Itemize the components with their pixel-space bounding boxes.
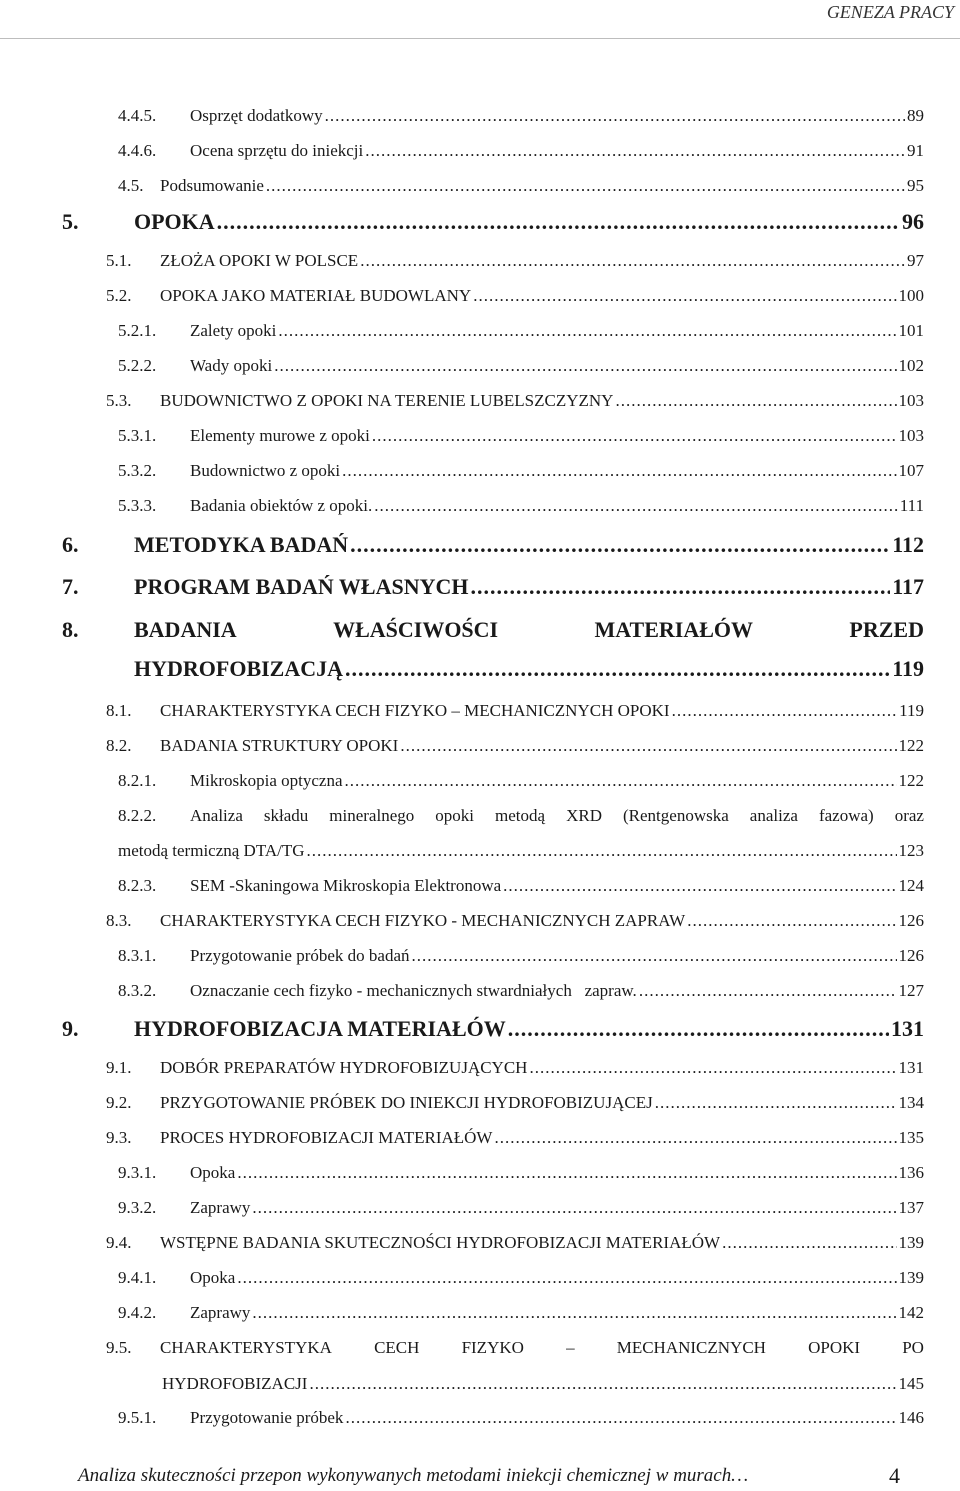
toc-leader-dots	[471, 572, 891, 602]
header-divider	[0, 38, 960, 39]
toc-leader-dots	[278, 319, 896, 343]
toc-entry-number: 5.3.2.	[118, 461, 157, 480]
toc-entry-chapter[interactable]	[0, 1014, 924, 1044]
toc-entry-chapter-cont[interactable]	[0, 654, 924, 684]
toc-entry-title: Zaprawy	[190, 1303, 251, 1322]
toc-entry-title: WSTĘPNE BADANIA SKUTECZNOŚCI HYDROFOBIZACJI MATERIAŁÓW	[160, 1233, 721, 1252]
toc-entry-number: 7.	[62, 574, 79, 599]
toc-title-word: XRD	[566, 806, 602, 825]
toc-entry-page: 142	[898, 1303, 924, 1322]
toc-entry[interactable]	[0, 769, 924, 793]
toc-entry-title: Badania obiektów z opoki.	[190, 496, 373, 515]
toc-entry-page: 122	[898, 771, 924, 790]
toc-title-word: Analiza	[190, 806, 243, 825]
toc-leader-dots	[400, 734, 896, 758]
toc-entry[interactable]	[0, 1056, 924, 1080]
toc-entry-page: 131	[891, 1016, 924, 1041]
toc-title-word: OPOKI	[808, 1338, 861, 1357]
toc-entry-number: 5.3.1.	[118, 426, 157, 445]
toc-title-word: fazowa)	[818, 806, 874, 825]
toc-entry-number: 5.	[62, 209, 79, 234]
toc-leader-dots	[639, 979, 897, 1003]
toc-entry-page: 117	[892, 574, 924, 599]
toc-entry[interactable]	[0, 1231, 924, 1255]
toc-entry-page: 146	[898, 1408, 924, 1427]
toc-entry-title: METODYKA BADAŃ	[134, 532, 349, 557]
page-number: 4	[889, 1463, 900, 1488]
toc-entry-title: Mikroskopia optyczna	[190, 771, 343, 790]
toc-entry-number: 5.2.2.	[118, 356, 157, 375]
toc-entry-title: Oznaczanie cech fizyko - mechanicznych stwardniałych zapraw.	[190, 981, 637, 1000]
toc-entry-page: 111	[899, 496, 924, 515]
toc-entry[interactable]	[0, 459, 924, 483]
toc-entry-title: HYDROFOBIZACJĄ	[134, 656, 344, 681]
toc-leader-dots	[494, 1126, 896, 1150]
toc-entry[interactable]	[0, 174, 924, 198]
toc-leader-dots	[309, 1372, 896, 1396]
toc-entry-title: Przygotowanie próbek do badań	[190, 946, 410, 965]
toc-entry-page: 103	[898, 391, 924, 410]
toc-entry-title: PRZYGOTOWANIE PRÓBEK DO INIEKCJI HYDROFOBIZUJĄCEJ	[160, 1093, 653, 1112]
toc-entry-number: 9.5.1.	[118, 1408, 157, 1427]
toc-entry-page: 89	[907, 106, 924, 125]
toc-entry-page: 145	[898, 1374, 924, 1393]
toc-entry[interactable]	[0, 319, 924, 343]
toc-entry-title: Osprzęt dodatkowy	[190, 106, 323, 125]
toc-title-word: CHARAKTERYSTYKA	[160, 1338, 332, 1357]
toc-entry-page: 97	[907, 251, 924, 270]
toc-entry-number: 6.	[62, 532, 79, 557]
toc-leader-dots	[365, 139, 905, 163]
toc-entry-title: Ocena sprzętu do iniekcji	[190, 141, 364, 160]
toc-entry-number: 5.3.	[106, 391, 132, 410]
toc-entry-title: PROCES HYDROFOBIZACJI MATERIAŁÓW	[160, 1128, 493, 1147]
toc-entry[interactable]	[0, 979, 924, 1003]
toc-entry-page: 122	[898, 736, 924, 755]
toc-entry-title: SEM -Skaningowa Mikroskopia Elektronowa	[190, 876, 502, 895]
toc-entry-page: 123	[898, 841, 924, 860]
toc-entry-number: 5.3.3.	[118, 496, 157, 515]
toc-entry-title: HYDROFOBIZACJI	[162, 1374, 308, 1393]
toc-entry-number: 5.2.1.	[118, 321, 157, 340]
toc-title-word: –	[566, 1338, 575, 1357]
toc-entry-number: 8.2.2.	[118, 806, 157, 825]
toc-entry-number: 9.1.	[106, 1058, 132, 1077]
toc-entry-title: Budownictwo z opoki	[190, 461, 341, 480]
toc-entry[interactable]	[0, 1406, 924, 1430]
toc-entry-number: 9.	[62, 1016, 79, 1041]
running-header: GENEZA PRACY	[826, 2, 954, 22]
toc-leader-dots	[473, 284, 896, 308]
toc-entry-title-justified[interactable]	[134, 615, 924, 645]
toc-entry-number: 4.4.6.	[118, 141, 157, 160]
toc-entry-page: 131	[898, 1058, 924, 1077]
toc-title-word: opoki	[435, 806, 474, 825]
toc-entry-title: Podsumowanie	[160, 176, 264, 195]
toc-entry-page: 126	[898, 911, 924, 930]
toc-entry[interactable]	[0, 1301, 924, 1325]
toc-entry-title: OPOKA	[134, 209, 215, 234]
toc-entry[interactable]	[0, 909, 924, 933]
toc-entry-title: Zalety opoki	[190, 321, 277, 340]
toc-entry-title: Elementy murowe z opoki	[190, 426, 370, 445]
toc-title-word: FIZYKO	[461, 1338, 524, 1357]
toc-leader-dots	[345, 1406, 896, 1430]
toc-entry-number: 8.2.1.	[118, 771, 157, 790]
toc-entry-page: 124	[898, 876, 924, 895]
toc-leader-dots	[529, 1056, 896, 1080]
toc-entry-title-justified[interactable]	[160, 1336, 924, 1360]
toc-entry-cont[interactable]	[0, 839, 924, 863]
toc-entry-number: 5.1.	[106, 251, 132, 270]
toc-entry[interactable]	[0, 104, 924, 128]
toc-entry-number: 8.3.1.	[118, 946, 157, 965]
toc-entry-page: 119	[899, 701, 924, 720]
toc-entry-page: 139	[898, 1233, 924, 1252]
toc-entry-number: 9.4.2.	[118, 1303, 157, 1322]
toc-leader-dots	[722, 1231, 896, 1255]
toc-entry-number: 8.1.	[106, 701, 132, 720]
toc-title-word: (Rentgenowska	[623, 806, 729, 825]
toc-entry-page: 100	[898, 286, 924, 305]
toc-entry-page: 139	[898, 1268, 924, 1287]
toc-leader-dots	[237, 1266, 896, 1290]
toc-title-word: WŁAŚCIWOŚCI	[333, 617, 499, 642]
toc-entry-page: 126	[898, 946, 924, 965]
toc-leader-dots	[687, 909, 896, 933]
footer-title: Analiza skuteczności przepon wykonywanych metodami iniekcji chemicznej w murach…	[78, 1465, 749, 1486]
toc-leader-dots	[307, 839, 897, 863]
toc-leader-dots	[350, 530, 890, 560]
toc-entry[interactable]	[0, 944, 924, 968]
toc-leader-dots	[672, 699, 898, 723]
toc-entry-page: 127	[898, 981, 924, 1000]
toc-entry-page: 103	[898, 426, 924, 445]
toc-entry-number: 5.2.	[106, 286, 132, 305]
toc-entry-page: 101	[898, 321, 924, 340]
toc-leader-dots	[217, 207, 900, 237]
toc-entry[interactable]	[0, 249, 924, 273]
toc-leader-dots	[503, 874, 896, 898]
toc-entry-title: Opoka	[190, 1163, 236, 1182]
toc-leader-dots	[372, 424, 897, 448]
toc-leader-dots	[342, 459, 896, 483]
toc-leader-dots	[655, 1091, 897, 1115]
toc-leader-dots	[274, 354, 896, 378]
toc-entry-page: 91	[907, 141, 924, 160]
toc-entry-page: 102	[898, 356, 924, 375]
toc-title-word: metodą	[495, 806, 546, 825]
toc-entry-title: Zaprawy	[190, 1198, 251, 1217]
toc-leader-dots	[252, 1196, 896, 1220]
toc-title-word: mineralnego	[329, 806, 415, 825]
toc-entry-title: ZŁOŻA OPOKI W POLSCE	[160, 251, 359, 270]
toc-entry[interactable]	[0, 1161, 924, 1185]
toc-entry[interactable]	[0, 874, 924, 898]
toc-entry-page: 119	[892, 656, 924, 681]
toc-leader-dots	[508, 1014, 889, 1044]
toc-title-word: MATERIAŁÓW	[594, 617, 754, 642]
toc-entry-title-justified[interactable]	[190, 804, 924, 828]
toc-entry-number: 8.2.3.	[118, 876, 157, 895]
toc-entry-number: 4.4.5.	[118, 106, 157, 125]
toc-entry[interactable]	[0, 424, 924, 448]
toc-entry[interactable]	[0, 139, 924, 163]
toc-entry-page: 135	[898, 1128, 924, 1147]
toc-title-word: CECH	[374, 1338, 420, 1357]
toc-entry-chapter[interactable]	[0, 530, 924, 560]
toc-entry-cont[interactable]	[0, 1372, 924, 1396]
toc-entry-number: 4.5.	[118, 176, 144, 195]
toc-entry-title: PROGRAM BADAŃ WŁASNYCH	[134, 574, 469, 599]
toc-title-word: MECHANICZNYCH	[616, 1338, 766, 1357]
toc-entry-number: 9.4.	[106, 1233, 132, 1252]
toc-entry-page: 96	[902, 209, 924, 234]
toc-entry[interactable]	[0, 389, 924, 413]
toc-leader-dots	[345, 769, 897, 793]
toc-leader-dots	[360, 249, 905, 273]
toc-entry-number: 8.3.2.	[118, 981, 157, 1000]
toc-entry-title: metodą termiczną DTA/TG	[118, 841, 305, 860]
toc-entry-title: Opoka	[190, 1268, 236, 1287]
toc-title-word: składu	[263, 806, 309, 825]
toc-entry[interactable]	[0, 1126, 924, 1150]
toc-entry-number: 8.2.	[106, 736, 132, 755]
toc-entry-page: 107	[898, 461, 924, 480]
toc-entry-chapter[interactable]	[0, 572, 924, 602]
toc-entry-title: Przygotowanie próbek	[190, 1408, 344, 1427]
toc-title-word: PO	[902, 1338, 924, 1357]
toc-entry-number: 9.3.	[106, 1128, 132, 1147]
toc-entry-chapter[interactable]	[0, 207, 924, 237]
toc-entry-title: BUDOWNICTWO Z OPOKI NA TERENIE LUBELSZCZYZNY	[160, 391, 614, 410]
toc-entry[interactable]	[0, 699, 924, 723]
toc-entry-number: 9.2.	[106, 1093, 132, 1112]
toc-entry-page: 137	[898, 1198, 924, 1217]
toc-entry[interactable]	[0, 734, 924, 758]
toc-leader-dots	[374, 494, 898, 518]
toc-entry-title: CHARAKTERYSTYKA CECH FIZYKO – MECHANICZNYCH OPOKI	[160, 701, 670, 720]
toc-leader-dots	[615, 389, 896, 413]
toc-entry[interactable]	[0, 354, 924, 378]
toc-entry-number: 8.3.	[106, 911, 132, 930]
toc-entry[interactable]	[0, 1266, 924, 1290]
toc-leader-dots	[412, 944, 897, 968]
toc-entry[interactable]	[0, 1091, 924, 1115]
toc-entry-page: 95	[907, 176, 924, 195]
toc-entry-title: HYDROFOBIZACJA MATERIAŁÓW	[134, 1016, 506, 1041]
toc-entry[interactable]	[0, 284, 924, 308]
page-footer	[78, 1461, 900, 1491]
toc-entry-title: OPOKA JAKO MATERIAŁ BUDOWLANY	[160, 286, 472, 305]
toc-entry-page: 134	[898, 1093, 924, 1112]
toc-leader-dots	[345, 654, 890, 684]
toc-entry-page: 136	[898, 1163, 924, 1182]
toc-entry-number: 9.4.1.	[118, 1268, 157, 1287]
toc-entry-number: 8.	[62, 617, 79, 642]
toc-title-word: analiza	[749, 806, 798, 825]
toc-title-word: BADANIA	[134, 617, 237, 642]
toc-leader-dots	[325, 104, 905, 128]
toc-entry-number: 9.3.2.	[118, 1198, 157, 1217]
toc-title-word: oraz	[894, 806, 924, 825]
toc-entry[interactable]	[0, 1196, 924, 1220]
toc-entry-title: BADANIA STRUKTURY OPOKI	[160, 736, 399, 755]
toc-title-word: PRZED	[849, 617, 924, 642]
toc-leader-dots	[252, 1301, 896, 1325]
toc-entry-title: Wady opoki	[190, 356, 273, 375]
toc-entry-number: 9.3.1.	[118, 1163, 157, 1182]
toc-entry-page: 112	[892, 532, 924, 557]
toc-leader-dots	[266, 174, 905, 198]
toc-entry-number: 9.5.	[106, 1338, 132, 1357]
toc-entry-title: CHARAKTERYSTYKA CECH FIZYKO - MECHANICZNYCH ZAPRAW	[160, 911, 686, 930]
toc-entry-title: DOBÓR PREPARATÓW HYDROFOBIZUJĄCYCH	[160, 1058, 528, 1077]
toc-leader-dots	[237, 1161, 896, 1185]
toc-entry[interactable]	[0, 494, 924, 518]
